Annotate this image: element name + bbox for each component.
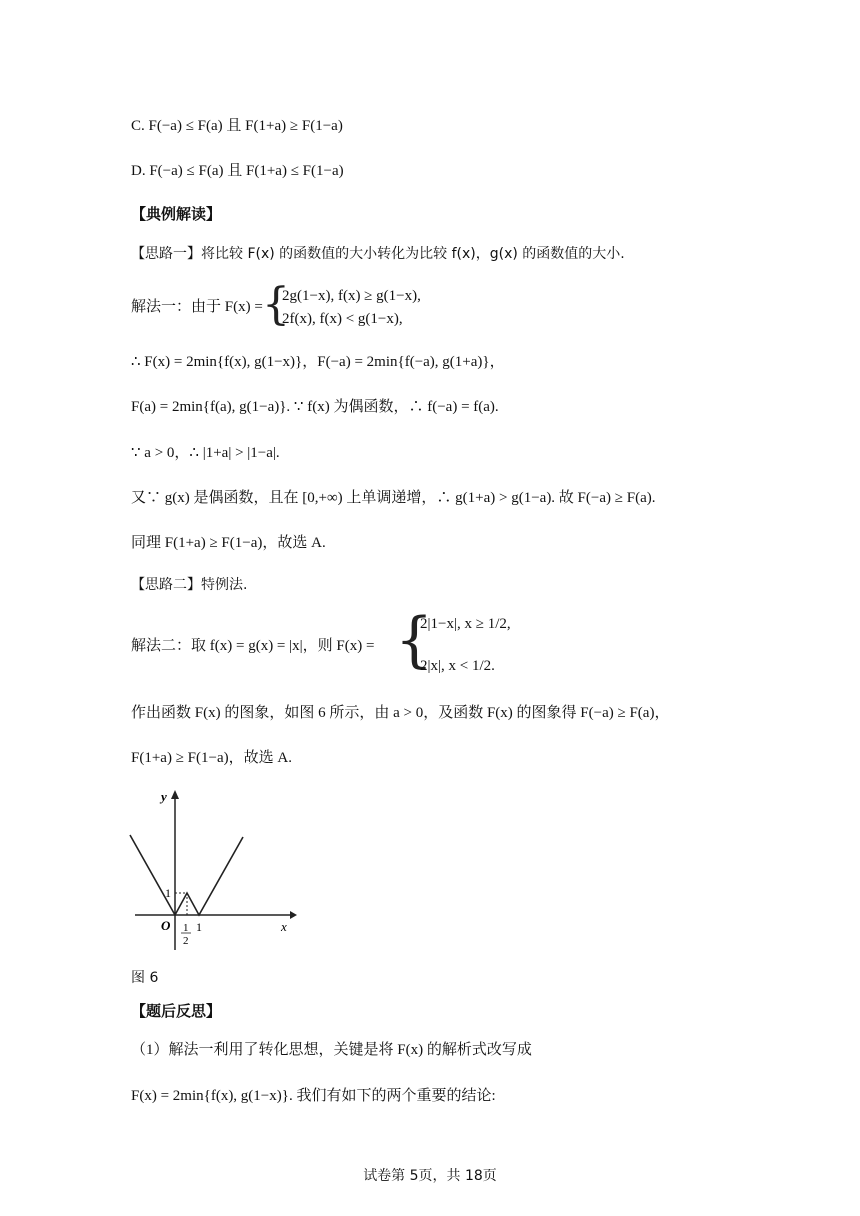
solution-one-line-3: F(a) = 2min{f(a), g(1−a)}. ∵ f(x) 为偶函数，∴ f(−a) = f(a). bbox=[131, 399, 499, 415]
page-footer: 试卷第 5页，共 18页 bbox=[363, 1168, 497, 1184]
tick-one-label: 1 bbox=[196, 920, 202, 934]
idea-two: 【思路二】特例法. bbox=[131, 577, 248, 593]
reflect-line-1: （1）解法一利用了转化思想，关键是将 F(x) 的解析式改写成 bbox=[131, 1042, 532, 1058]
solution-one-line-5: 又∵ g(x) 是偶函数，且在 [0,+∞) 上单调递增，∴ g(1+a) > g(1−a). 故 F(−a) ≥ F(a). bbox=[131, 490, 656, 506]
solution-two-case-1: 2|1−x|, x ≥ 1/2, bbox=[420, 616, 511, 632]
solution-one-case-2: 2f(x), f(x) < g(1−x), bbox=[282, 311, 403, 327]
solution-one-line-4: ∵ a > 0，∴ |1+a| > |1−a|. bbox=[131, 445, 280, 461]
solution-two-case-2: 2|x|, x < 1/2. bbox=[420, 658, 495, 674]
solution-one-line-2: ∴ F(x) = 2min{f(x), g(1−x)}，F(−a) = 2min{f(−a), g(1+a)}， bbox=[131, 354, 505, 370]
y-label: y bbox=[161, 789, 167, 804]
solution-one-case-1: 2g(1−x), f(x) ≥ g(1−x), bbox=[282, 288, 421, 304]
x-axis-arrow bbox=[290, 911, 297, 919]
solution-one-prefix: 解法一：由于 F(x) = bbox=[131, 299, 263, 315]
idea-one: 【思路一】将比较 F(x) 的函数值的大小转化为比较 f(x)，g(x) 的函数值的大小. bbox=[131, 246, 625, 262]
tick-half-denominator: 2 bbox=[183, 935, 189, 947]
origin-label: O bbox=[161, 918, 171, 933]
section-heading-example: 【典例解读】 bbox=[131, 205, 222, 223]
reflect-line-2: F(x) = 2min{f(x), g(1−x)}. 我们有如下的两个重要的结论: bbox=[131, 1088, 496, 1104]
figure-caption: 图 6 bbox=[131, 970, 159, 986]
section-heading-reflect: 【题后反思】 bbox=[131, 1002, 222, 1020]
option-d: D. F(−a) ≤ F(a) 且 F(1+a) ≤ F(1−a) bbox=[131, 163, 344, 179]
option-c: C. F(−a) ≤ F(a) 且 F(1+a) ≥ F(1−a) bbox=[131, 118, 343, 134]
solution-two-prefix: 解法二：取 f(x) = g(x) = |x|，则 F(x) = bbox=[131, 638, 375, 654]
solution-two-line-2: 作出函数 F(x) 的图象，如图 6 所示，由 a > 0，及函数 F(x) 的图象得 F(−a) ≥ F(a)， bbox=[131, 705, 670, 721]
brace: { bbox=[395, 605, 434, 675]
y-tick-label: 1 bbox=[165, 886, 171, 900]
solution-one-line-6: 同理 F(1+a) ≥ F(1−a)，故选 A. bbox=[131, 535, 326, 551]
x-label: x bbox=[281, 919, 287, 934]
tick-half-numerator: 1 bbox=[183, 922, 189, 934]
solution-two-line-3: F(1+a) ≥ F(1−a)，故选 A. bbox=[131, 750, 292, 766]
function-graph bbox=[125, 785, 300, 955]
brace: { bbox=[262, 279, 290, 330]
y-axis-arrow bbox=[171, 790, 179, 799]
